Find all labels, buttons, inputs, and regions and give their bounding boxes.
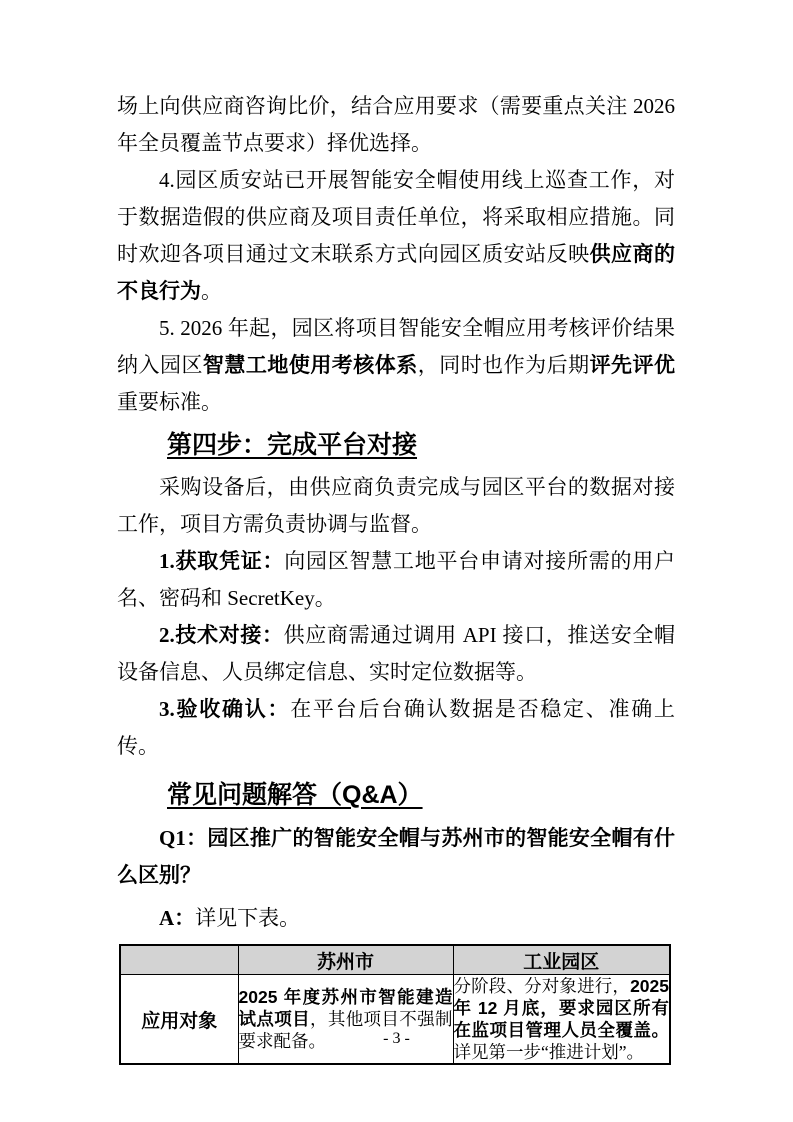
document-body [117,88,675,1065]
heading-qa [117,777,675,814]
paragraph-item-4 [117,162,675,310]
paragraph-text: 5. 2026 年起，园区将项目智能安全帽应用考核评价结果纳入园区 [117,316,675,377]
table-cell-suzhou [238,975,453,1065]
table-header-cell-empty [120,945,238,975]
paragraph-step4-intro [117,469,675,543]
paragraph-text: 供应商需通过调用 API 接口，推送安全帽设备信息、人员绑定信息、实时定位数据等。 [117,623,675,684]
bold-phrase-suzhou-pilot: 2025 年度苏州市智能建造试点项目 [238,987,453,1029]
answer-text: 详见下表。 [195,906,301,930]
bold-label-technical-integration: 2.技术对接： [159,623,284,647]
cell-text: ，其他项目不强制要求配备。 [238,1009,453,1051]
bold-label-acceptance-confirmation: 3.验收确认： [159,697,291,721]
paragraph-text: 4.园区质安站已开展智能安全帽使用线上巡查工作，对于数据造假的供应商及项目责任单位，将采取相应措施。同时欢迎各项目通过文末联系方式向园区质安站反映 [117,168,675,266]
paragraph-text: 在平台后台确认数据是否稳定、准确上传。 [117,697,676,758]
paragraph-step4-item-3 [117,691,675,765]
paragraph-text: 采购设备后，由供应商负责完成与园区平台的数据对接工作，项目方需负责协调与监督。 [117,475,675,536]
table-header-cell-suzhou: 苏州市 [238,945,453,975]
paragraph-continuation [117,88,675,162]
paragraph-answer-1 [117,900,675,937]
heading-text: 第四步：完成平台对接 [167,431,418,459]
bold-label-get-credentials: 1.获取凭证： [159,549,285,573]
question-text: Q1：园区推广的智能安全帽与苏州市的智能安全帽有什么区别？ [117,826,675,887]
answer-label: A： [159,906,196,930]
paragraph-question-1 [117,820,675,894]
table-row-application-target [120,975,670,1065]
paragraph-text: 。 [201,279,222,303]
table-header-cell-sip: 工业园区 [453,945,670,975]
heading-step4 [117,427,675,464]
heading-text: 常见问题解答（Q&A） [167,781,423,809]
table-row-label: 应用对象 [120,975,238,1065]
paragraph-text: 场上向供应商咨询比价，结合应用要求（需要重点关注 2026 年全员覆盖节点要求）择优选择。 [117,94,675,155]
paragraph-step4-item-1 [117,543,675,617]
paragraph-item-5 [117,310,675,421]
cell-text: 分阶段、分对象进行， [453,976,631,996]
paragraph-text: 重要标准。 [117,390,222,414]
bold-phrase-supplier-misconduct: 供应商的不良行为 [117,243,676,303]
page-number: - 3 - [383,1030,410,1047]
table-header-row [120,945,670,975]
paragraph-text: ，同时也作为后期 [417,353,590,377]
bold-phrase-assessment-system: 智慧工地使用考核体系 [202,354,418,377]
table-cell-sip [453,975,670,1065]
paragraph-text: 向园区智慧工地平台申请对接所需的用户名、密码和 SecretKey。 [117,549,675,610]
bold-phrase-evaluation: 评先评优 [589,354,676,377]
bold-phrase-full-coverage: 2025 年 12 月底，要求园区所有在监项目管理人员全覆盖。 [453,976,669,1040]
paragraph-step4-item-2 [117,617,675,691]
cell-text: 详见第一步“推进计划”。 [453,1042,645,1062]
